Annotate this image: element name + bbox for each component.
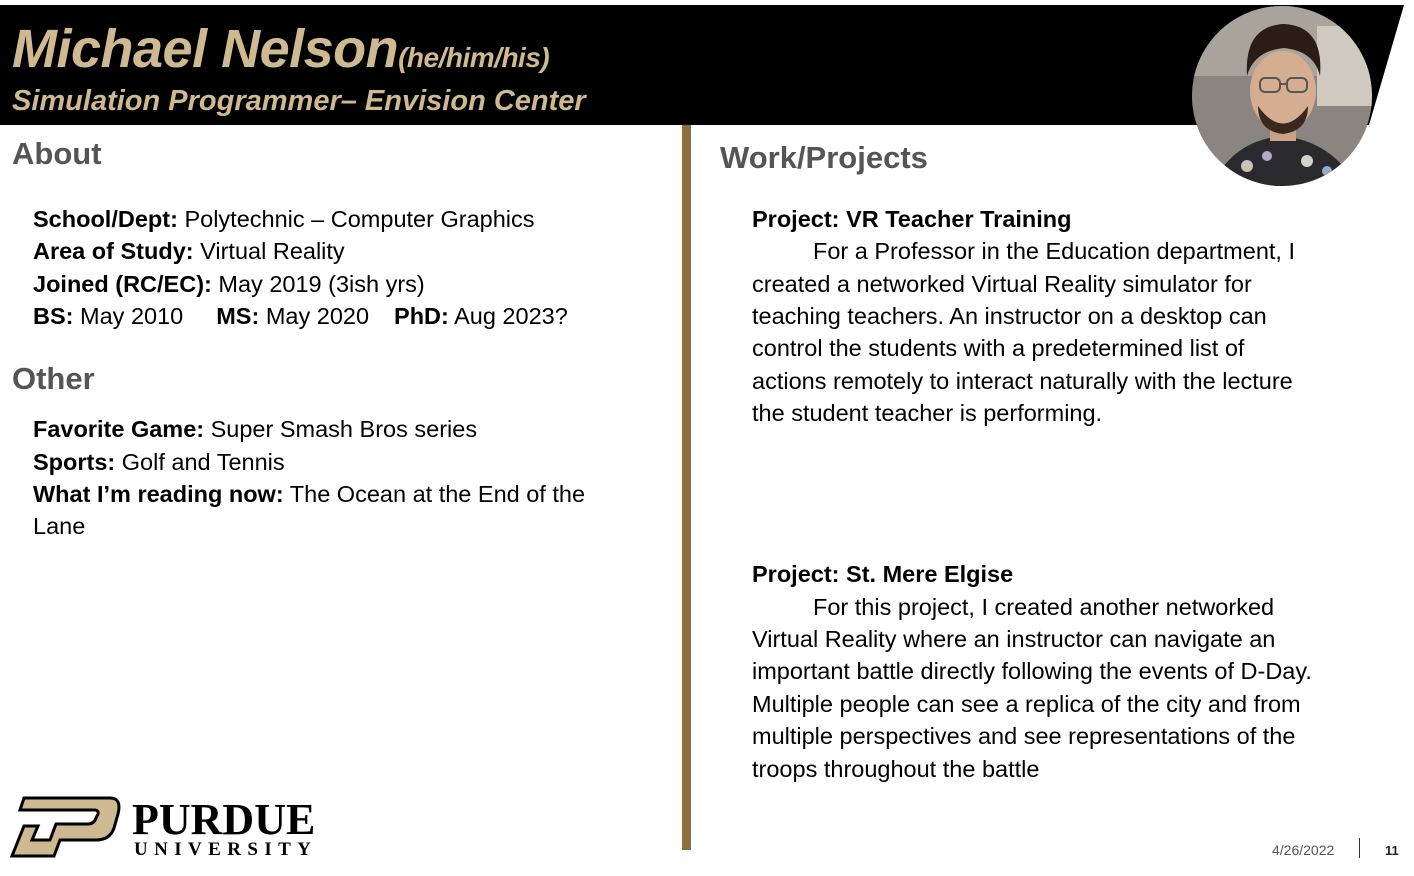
- project1-line: the student teacher is performing.: [752, 400, 1103, 426]
- degrees-line: [33, 300, 568, 332]
- game-line: [33, 413, 477, 445]
- about-heading: About: [12, 136, 102, 171]
- area-label: Area of Study:: [33, 238, 194, 264]
- project2-line: troops throughout the battle: [752, 756, 1040, 782]
- area-value: Virtual Reality: [193, 238, 345, 264]
- purdue-logo: [10, 796, 340, 858]
- joined-label: Joined (RC/EC):: [33, 271, 212, 297]
- job-title: Simulation Programmer– Envision Center: [12, 85, 586, 117]
- logo-word: PURDUE: [132, 796, 316, 844]
- name-text: Michael Nelson: [12, 19, 399, 79]
- sports-label: Sports:: [33, 449, 116, 475]
- work-heading: Work/Projects: [720, 140, 928, 175]
- project1-title: Project: VR Teacher Training: [752, 206, 1072, 232]
- reading-value: The Ocean at the End of the: [283, 481, 586, 507]
- school-value: Polytechnic – Computer Graphics: [177, 206, 535, 232]
- project1-text: For a Professor in the Education department, I: [813, 238, 1296, 264]
- project2-text: For this project, I created another networked: [813, 594, 1275, 620]
- project2-line: Multiple people can see a replica of the city and from: [752, 691, 1301, 717]
- ms-value: May 2020: [259, 303, 370, 329]
- project2-line: multiple perspectives and see representations of the: [752, 723, 1296, 749]
- footer-separator: [1359, 838, 1360, 858]
- project1-line: [752, 235, 1295, 267]
- game-value: Super Smash Bros series: [204, 416, 478, 442]
- reading-line-cont: Lane: [33, 513, 86, 539]
- game-label: Favorite Game:: [33, 416, 205, 442]
- profile-photo: [1192, 6, 1372, 186]
- phd-value: Aug 2023?: [448, 303, 568, 329]
- project2-line: Virtual Reality where an instructor can navigate an: [752, 626, 1276, 652]
- column-divider: [682, 125, 691, 850]
- slide-number: 11: [1385, 843, 1399, 858]
- project2-line: [752, 591, 1274, 623]
- joined-value: May 2019 (3ish yrs): [211, 271, 425, 297]
- project2-line: important battle directly following the events of D-Day.: [752, 658, 1312, 684]
- joined-line: [33, 268, 425, 300]
- area-line: [33, 235, 345, 267]
- sports-value: Golf and Tennis: [115, 449, 285, 475]
- project1-line: teaching teachers. An instructor on a desktop can: [752, 303, 1267, 329]
- purdue-p-logo-icon: [10, 796, 340, 858]
- pronouns: (he/him/his): [398, 42, 550, 73]
- project1-line: created a networked Virtual Reality simulator for: [752, 271, 1252, 297]
- other-heading: Other: [12, 361, 95, 396]
- school-line: [33, 203, 535, 235]
- bs-label: BS:: [33, 303, 74, 329]
- project1-line: actions remotely to interact naturally with the lecture: [752, 368, 1293, 394]
- bs-value: May 2010: [73, 303, 184, 329]
- ms-label: MS:: [216, 303, 260, 329]
- project2-title: Project: St. Mere Elgise: [752, 561, 1014, 587]
- logo-sub: UNIVERSITY: [134, 839, 318, 858]
- project1-line: control the students with a predetermined list of: [752, 335, 1245, 361]
- school-label: School/Dept:: [33, 206, 178, 232]
- slide-date: 4/26/2022: [1272, 842, 1335, 858]
- phd-label: PhD:: [394, 303, 449, 329]
- reading-line: [33, 478, 585, 510]
- person-name: [12, 18, 549, 80]
- reading-label: What I’m reading now:: [33, 481, 284, 507]
- sports-line: [33, 446, 285, 478]
